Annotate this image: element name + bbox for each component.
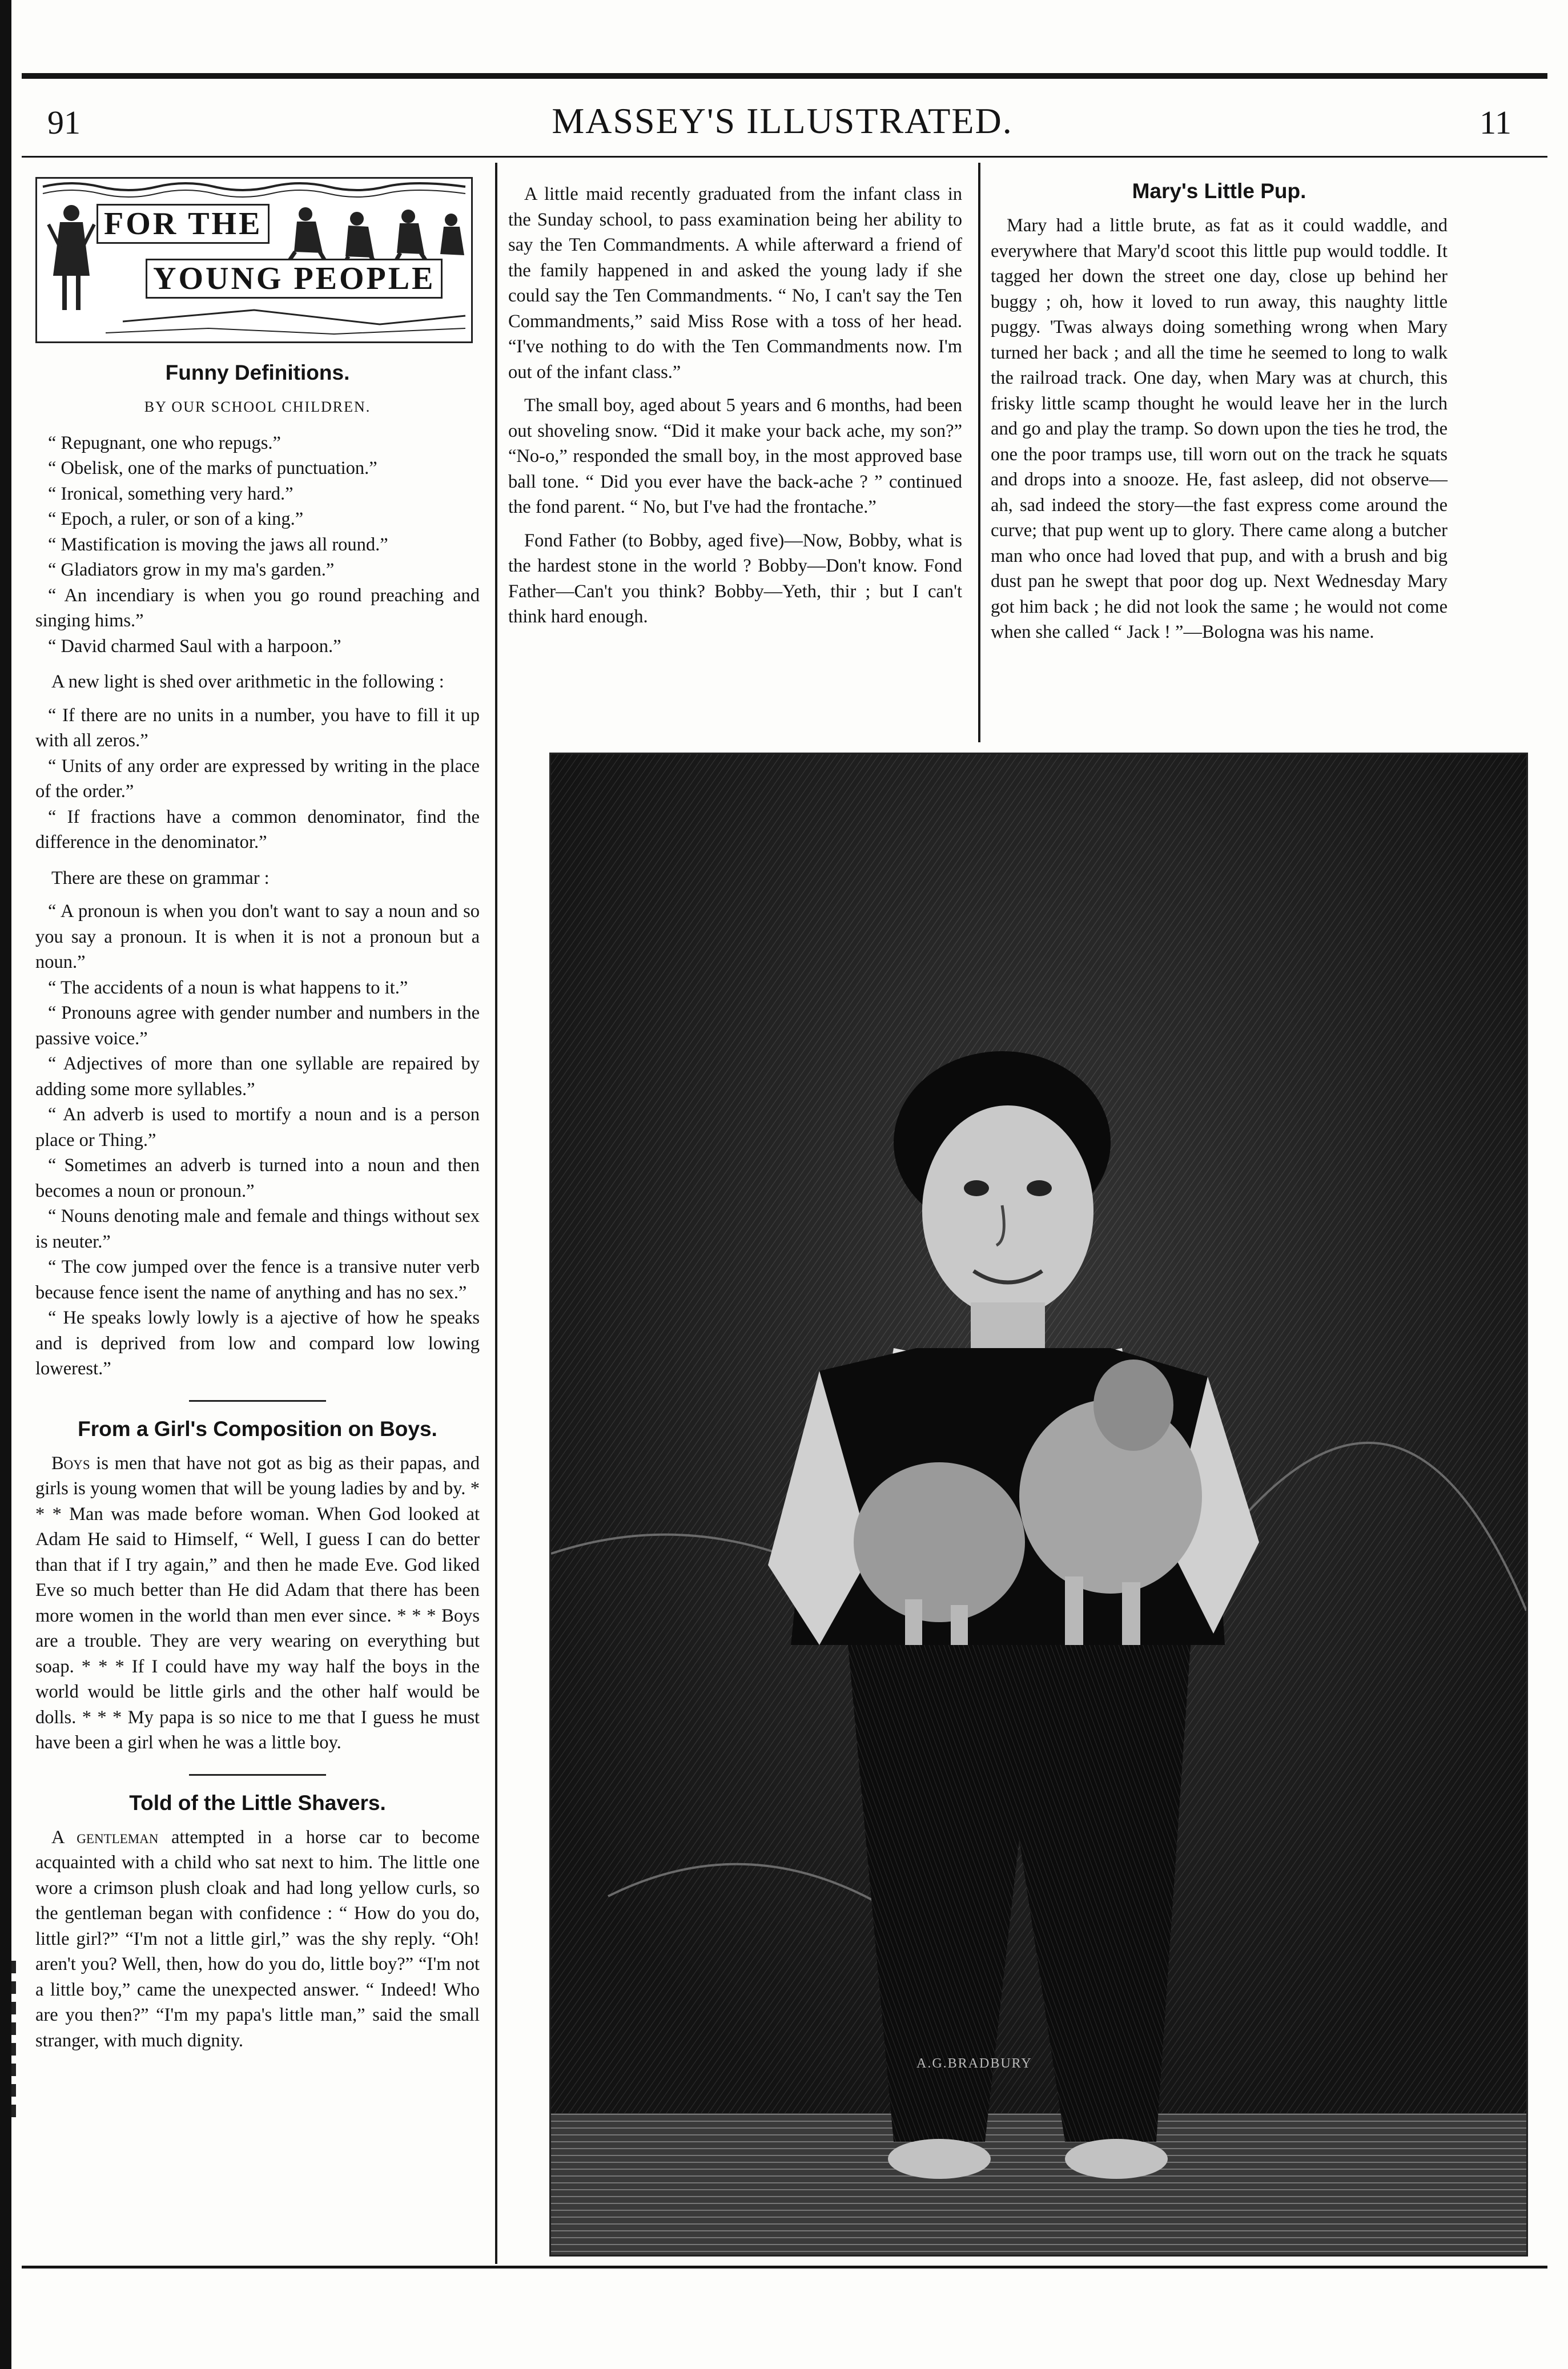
banner-title-line2: YOUNG PEOPLE (146, 259, 443, 299)
girls-composition-title: From a Girl's Composition on Boys. (78, 1417, 437, 1441)
header-thin-rule (22, 156, 1547, 158)
grammar-item: “ Adjectives of more than one syllable are repaired by adding some more syllables.” (35, 1053, 480, 1100)
grammar-item: “ The cow jumped over the fence is a transive nuter verb because fence isent the name of anything and has no sex.” (35, 1257, 480, 1303)
definition-item: “ David charmed Saul with a harpoon.” (48, 636, 341, 657)
grammar-item: “ An adverb is used to mortify a noun and is a person place or Thing.” (35, 1104, 480, 1151)
girls-composition-lead: Boys (51, 1453, 90, 1474)
definition-item: “ Mastification is moving the jaws all round.” (48, 534, 388, 555)
page-header (31, 94, 1533, 157)
girls-composition-body: is men that have not got as big as their papas, and girls is young women that will be young ladies by and by. * * * Man was made before woman. When God looked at Adam He said to Himself, “ Well, I guess I can do better than that if I try again,” and then he made Eve. God liked Eve so much better than He did Adam that there has been more women in the world than men ever since. * * * Boys are a trouble. They are very wearing on everything but soap. * * * If I could have my way half the boys in the world would be little girls and the other half would be dolls. * * * My papa is so nice to me that I guess he must have been a girl when he was a little boy. (35, 1453, 480, 1753)
marys-little-pup-title: Mary's Little Pup. (1132, 179, 1306, 203)
boy-with-puppies-engraving (549, 753, 1528, 2257)
banner-title-line1: FOR THE (97, 204, 270, 244)
hardest-stone-story: Fond Father (to Bobby, aged five)—Now, Bobby, what is the hardest stone in the world ? Bobby—Don't know. Fond Father—Can't you think? Bobby—Yeth, thir ; but I can't think hard enough. (508, 530, 962, 627)
grammar-item: “ A pronoun is when you don't want to say a noun and so you say a pronoun. It is when it is not a pronoun but a noun.” (35, 901, 480, 972)
little-shavers-lead: A gentleman (51, 1827, 159, 1848)
marys-little-pup-text: Mary had a little brute, as fat as it could waddle, and everywhere that Mary'd scoot this little pup would toddle. It tagged her down the street one day, close up behind her buggy ; oh, how it loved to run away, this naughty little puggy. 'Twas always doing something wrong when Mary turned her back ; and all the time he seemed to long to walk the railroad track. One day, when Mary was at church, this frisky little scamp thought he would leave her in the lurch and go and play the tramp. So down upon the ties he trod, the one the poor tramps use, till worn out on the track he squats and drops into a snooze. He, fast asleep, did not observe—ah, sad indeed the story—the fast express come around the curve; that pup went up to glory. There came along a butcher man who once had loved that pup, and with a brush and big dust pan he swept that poor dog up. Next Wednesday Mary got him back ; he did not look the same ; he would not come when she called “ Jack ! ”—Bologna was his name. (991, 215, 1448, 642)
funny-definitions-byline: BY OUR SCHOOL CHILDREN. (144, 399, 371, 415)
grammar-item: “ The accidents of a noun is what happens to it.” (48, 977, 408, 998)
page-number-left: 91 (47, 104, 81, 141)
column-1 (35, 345, 480, 2061)
arithmetic-item: “ Units of any order are expressed by writing in the place of the order.” (35, 755, 480, 802)
frontache-story: The small boy, aged about 5 years and 6 months, had been out shoveling snow. “Did it make your back ache, my son?” “No-o,” responded the small boy, in the most approved base ball tone. “ Did you ever have the back-ache ? ” continued the fond parent. “ No, but I've had the frontache.” (508, 395, 962, 517)
grammar-intro: There are these on grammar : (51, 867, 270, 888)
little-shavers-body: attempted in a horse car to become acquainted with a child who sat next to him. The little one wore a crimson plush cloak and had long yellow curls, so the gentleman began with confidence : “ How do you do, little girl?” “I'm not a little girl,” was the shy reply. “Oh! aren't you? Well, then, how do you do, little boy?” “I'm not a little boy,” came the unexpected answer. “ Indeed! Who are you then?” “I'm my papa's little man,” said the small stranger, with much dignity. (35, 1827, 480, 2051)
section-separator (189, 1400, 326, 1402)
definition-item: “ Repugnant, one who repugs.” (48, 432, 281, 453)
definition-item: “ Epoch, a ruler, or son of a king.” (48, 509, 304, 529)
young-people-banner (35, 177, 473, 343)
little-shavers-text (35, 1825, 480, 2054)
column-2 (508, 182, 962, 638)
engraver-signature: A.G.BRADBURY (916, 2056, 1032, 2071)
header-thick-rule (22, 73, 1547, 79)
definition-item: “ Obelisk, one of the marks of punctuation.” (48, 458, 377, 478)
grammar-item: “ Pronouns agree with gender number and numbers in the passive voice.” (35, 1003, 480, 1049)
grammar-item: “ He speaks lowly lowly is a ajective of how he speaks and is deprived from low and compard low lowing lowerest.” (35, 1308, 480, 1379)
page-number-right: 11 (1479, 104, 1511, 141)
girls-composition-text (35, 1451, 480, 1756)
definition-item: “ An incendiary is when you go round preaching and singing hims.” (35, 585, 480, 631)
arithmetic-item: “ If fractions have a common denominator, find the difference in the denominator.” (35, 806, 480, 852)
arithmetic-item: “ If there are no units in a number, you have to fill it up with all zeros.” (35, 705, 480, 751)
definition-item: “ Ironical, something very hard.” (48, 483, 294, 504)
infant-class-story: A little maid recently graduated from the infant class in the Sunday school, to pass examination being her ability to say the Ten Commandments. A while afterward a friend of the family happened in and asked the young lady if she could say the Ten Commandments. “ No, I can't say the Ten Commandments,” said Miss Rose with a toss of her head. “I've nothing to do with the Ten Commandments now. I'm out of the infant class.” (508, 184, 962, 383)
section-separator (189, 1774, 326, 1776)
little-shavers-title: Told of the Little Shavers. (129, 1791, 386, 1815)
binding-marks (10, 1953, 18, 2250)
grammar-item: “ Sometimes an adverb is turned into a noun and then becomes a noun or pronoun.” (35, 1155, 480, 1201)
arithmetic-intro: A new light is shed over arithmetic in the following : (51, 671, 444, 692)
column-3 (991, 174, 1448, 653)
masthead-title: MASSEY'S ILLUSTRATED. (552, 100, 1013, 141)
page-binding-edge (0, 0, 11, 2369)
funny-definitions-title: Funny Definitions. (165, 361, 350, 384)
column-divider-1 (495, 163, 497, 2264)
footer-rule (22, 2266, 1547, 2269)
grammar-item: “ Nouns denoting male and female and things without sex is neuter.” (35, 1206, 480, 1252)
definition-item: “ Gladiators grow in my ma's garden.” (48, 560, 335, 580)
engraving-image (551, 754, 1526, 2255)
column-divider-2 (978, 163, 980, 742)
